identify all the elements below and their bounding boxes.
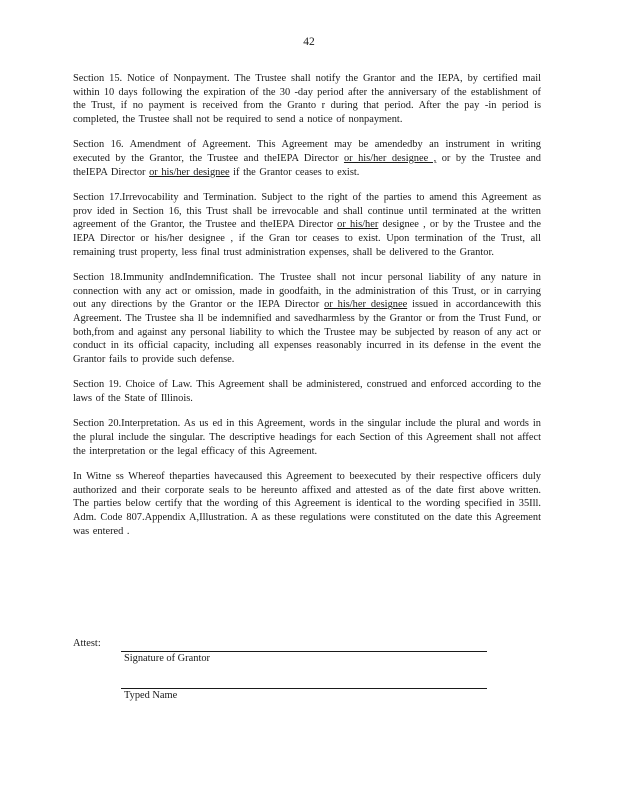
section-16-amendment [73,138,541,179]
section-19-choice-of-law [73,378,541,405]
section-16-text-a: Section 16. Amendment of Agreement. This Agreement may be amendedby an instrument in writing executed by the Grantor, the Trustee and theIEPA Director [73,139,541,164]
section-20-interpretation [73,417,541,458]
section-16-underlined-designee-1: or his/her designee , [343,152,437,164]
section-17-underlined-his-her: or his/her [337,219,379,231]
section-17-text-a: Section 17.Irrevocability and Termination. Subject to the right of the parties to amend this Agreement as prov ided in Section 16, this Trust shall be irrevocable and shall continue until terminated at the written agreement of the Grantor, the Trustee and theIEPA Director [73,192,541,231]
section-20-text: Section 20.Interpretation. As us ed in this Agreement, words in the singular include the plural and words in the plural include the singular. The descriptive headings for each Section of this Agreement shall not affect the interpretation or the legal efficacy of this Agreement. [73,418,541,457]
section-16-underlined-designee-2: or his/her designee [149,166,230,178]
in-witness-whereof-text: In Witne ss Whereof theparties havecaused this Agreement to beexecuted by their respective officers duly authorized and their corporate seals to be hereunto affixed and attested as of the date first above written. The parties below certify that the wording of this Agreement is identical to the wording specified in 35Ill. Adm. Code 807.Appendix A,Illustration. A as these regulations were constituted on the date this Agreement was entered . [73,471,541,537]
section-18-immunity [73,271,541,366]
agreement-body [73,72,541,550]
section-17-text-b: designee , or by the Trustee and the IEPA Director or his/her designee , if the Gran tor ceases to exist. Upon termination of the Trust, all remaining trust property, less final trust administration expenses, shall be delivered to the Grantor. [73,219,541,258]
signature-line [121,651,487,652]
page-number: 42 [303,36,315,48]
section-18-text-b: issued in accordancewith this Agreement. The Trustee sha ll be indemnified and savedharmless by the Grantor or from the Trust Fund, or both,from and against any personal liability to which the Trustee may be subjected by reason of any act or conduct in its official capacity, including all expenses reasonably incurred in its defense in the event the Grantor fails to provide such defense. [73,299,542,365]
section-17-irrevocability [73,191,541,259]
section-18-underlined-designee: or his/her designee [324,299,408,311]
section-19-text: Section 19. Choice of Law. This Agreement shall be administered, construed and enforced according to the laws of the State of Illinois. [73,379,541,404]
typed-name-label: Typed Name [124,690,178,701]
in-witness-whereof [73,470,541,538]
section-18-text-a: Section 18.Immunity andIndemnification. The Trustee shall not incur personal liability of any nature in connection with any act or omission, made in goodfaith, in the administration of this Trust, or in carrying out any directions by the Grantor or the IEPA Director [73,272,541,311]
section-15-text: Section 15. Notice of Nonpayment. The Trustee shall notify the Grantor and the IEPA, by certified mail within 10 days following the expiration of the 30 -day period after the anniversary of the establishment of the Trust, if no payment is received from the Granto r during that period. After the pay -in period is completed, the Trustee shall not be required to send a notice of nonpayment. [73,73,541,125]
section-16-text-b: or by the Trustee and theIEPA Director [73,152,541,178]
signature-of-grantor-label: Signature of Grantor [124,653,210,664]
section-16-text-c: if the Grantor ceases to exist. [229,166,360,178]
typed-name-line [121,688,487,689]
attest-label: Attest: [73,638,101,649]
section-15-notice-of-nonpayment [73,72,541,126]
